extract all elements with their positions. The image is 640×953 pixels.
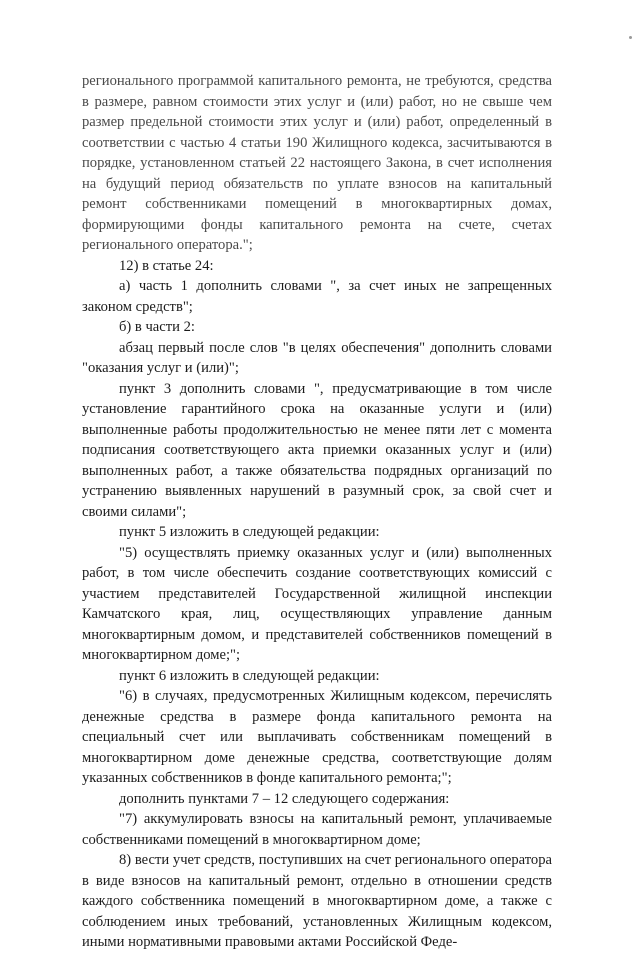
paragraph-point-8: 8) вести учет средств, поступивших на счет регионального оператора в виде взносов на капитальный ремонт, отдельно в отношении средств каждого собственника помещений в многоквартирном доме, а также с соблюдением иных требований, установленных Жилищным кодексом, иными нормативными правовыми актами Российской Феде- [82, 852, 552, 950]
paragraph-first-abzac: абзац первый после слов "в целях обеспечения" дополнить словами "оказания услуг и (или)"; [82, 339, 552, 376]
paragraph-point-3: пункт 3 дополнить словами ", предусматривающие в том числе установление гарантийного срока на оказанные услуги и (или) выполненные работы продолжительностью не менее пяти лет с момента подписания соответствующего акта приемки оказанных услуг и (или) выполненных работ, а также обязательства подрядных организаций по устранению выявленных нарушений в разумный срок, за свой счет и своими силами"; [82, 380, 552, 520]
paragraph-continuation: регионального программой капитального ремонта, не требуются, средства в размере, равном стоимости этих услуг и (или) работ, но не свыше чем размер предельной стоимости этих услуг и (или) работ, определенный в соответствии с частью 4 статьи 190 Жилищного кодекса, засчитываются в порядке, установленном статьей 22 настоящего Закона, в счет исполнения на будущий период обязательств по уплате взносов на капитальный ремонт собственниками помещений в многоквартирных домах, формирующими фонды капитального ремонта на счете, счетах регионального оператора."; [82, 73, 552, 253]
paragraph-points-7-12-intro: дополнить пунктами 7 – 12 следующего содержания: [119, 790, 450, 807]
scan-dot [629, 36, 632, 39]
paragraph-point-5-text: "5) осуществлять приемку оказанных услуг и (или) выполненных работ, в том числе обеспечить создание соответствующих комиссий с участием представителей Государственной жилищной инспекции Камчатского края, лиц, осуществляющих управление данным многоквартирным домом, и представителей собственников помещений в многоквартирном доме;"; [82, 544, 552, 663]
document-body [82, 71, 552, 953]
paragraph-part-1: а) часть 1 дополнить словами ", за счет иных не запрещенных законом средств"; [82, 278, 552, 315]
paragraph-part-2-heading: б) в части 2: [119, 319, 195, 335]
paragraph-point-7: "7) аккумулировать взносы на капитальный ремонт, уплачиваемые собственниками помещений в многоквартирном доме; [82, 811, 552, 848]
paragraph-point-6-text: "6) в случаях, предусмотренных Жилищным кодексом, перечислять денежные средства в размере фонда капитального ремонта на специальный счет или выплачивать собственникам помещений в многоквартирном доме денежные средства, соответствующие долям указанных собственников в фонде капитального ремонта;"; [82, 688, 552, 786]
paragraph-point-6-intro: пункт 6 изложить в следующей редакции: [119, 667, 380, 684]
paragraph-article-24-heading: 12) в статье 24: [119, 257, 214, 274]
paragraph-point-5-intro: пункт 5 изложить в следующей редакции: [119, 524, 380, 540]
